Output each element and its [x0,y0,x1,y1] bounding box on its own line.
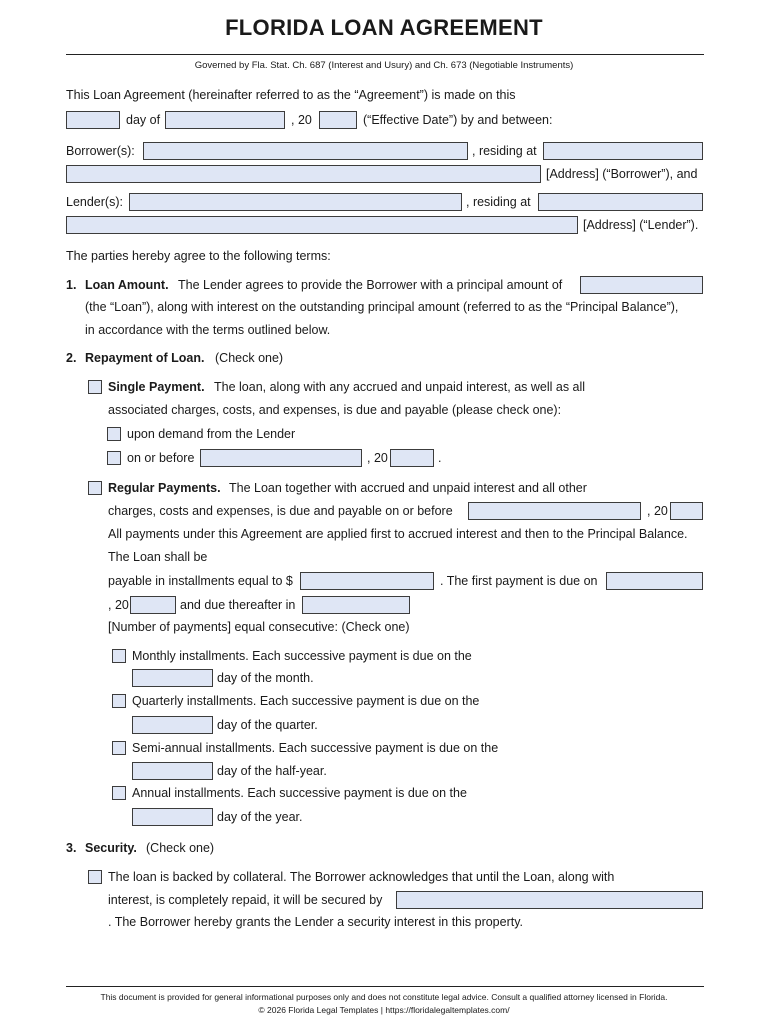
first-payment-year-field[interactable] [130,596,176,614]
installments-equal-label: payable in installments equal to $ [108,574,293,588]
regular-year-prefix: , 20 [647,504,668,518]
year-field[interactable] [319,111,357,129]
section3-number: 3. [66,841,77,855]
statute-subtitle: Governed by Fla. Stat. Ch. 687 (Interest and Usury) and Ch. 673 (Negotiable Instruments) [194,60,574,71]
single-due-date-field[interactable] [200,449,362,467]
monthly-label: Monthly installments. Each successive payment is due on the [132,649,472,663]
borrower-label: Borrower(s): [66,144,135,158]
collateral-description-field[interactable] [396,891,703,909]
principal-amount-field[interactable] [580,276,703,294]
first-payment-year-prefix: , 20 [108,598,129,612]
collateral-text-3: . The Borrower hereby grants the Lender a security interest in this property. [108,915,524,929]
annual-checkbox[interactable] [112,786,126,800]
single-due-year-field[interactable] [390,449,434,467]
annual-label: Annual installments. Each successive payment is due on the [132,786,467,800]
lender-label: Lender(s): [66,195,123,209]
semiannual-day-field[interactable] [132,762,213,780]
quarterly-day-field[interactable] [132,716,213,734]
semiannual-checkbox[interactable] [112,741,126,755]
single-payment-heading: Single Payment. [108,380,205,394]
monthly-day-field[interactable] [132,669,213,687]
installment-amount-field[interactable] [300,572,434,590]
single-payment-text-1: The loan, along with any accrued and unpaid interest, as well as all [214,380,586,394]
monthly-checkbox[interactable] [112,649,126,663]
section1-heading: Loan Amount. [85,278,169,292]
on-or-before-label: on or before [127,451,195,465]
footer-divider [66,986,704,987]
section2-check-one: (Check one) [215,351,284,365]
borrower-residing-label: , residing at [472,144,537,158]
regular-payments-text-4: The Loan shall be [108,550,208,564]
first-payment-label: . The first payment is due on [440,574,598,588]
header-divider [66,54,704,55]
page-title: FLORIDA LOAN AGREEMENT [225,15,543,40]
section1-text-2: (the “Loan”), along with interest on the outstanding principal amount (referred to as the “Principal Balance”), [85,300,679,314]
regular-payments-heading: Regular Payments. [108,481,221,495]
day-field[interactable] [66,111,120,129]
section3-check-one: (Check one) [146,841,215,855]
footer-disclaimer: This document is provided for general informational purposes only and does not constitute legal advice. Consult a qualified attorney licensed in Florida. [100,992,668,1002]
intro-text: This Loan Agreement (hereinafter referred to as the “Agreement”) is made on this [66,88,516,102]
lender-address-field-2[interactable] [66,216,578,234]
upon-demand-label: upon demand from the Lender [127,427,296,441]
regular-payments-text-1: The Loan together with accrued and unpaid interest and all other [229,481,587,495]
monthly-suffix: day of the month. [217,671,314,685]
single-year-prefix: , 20 [367,451,388,465]
single-payment-text-2: associated charges, costs, and expenses, is due and payable (please check one): [108,403,562,417]
section2-number: 2. [66,351,77,365]
footer-copyright: © 2026 Florida Legal Templates | https://floridalegaltemplates.com/ [258,1005,510,1015]
borrower-address-label: [Address] (“Borrower”), and [546,167,698,181]
regular-due-year-field[interactable] [670,502,703,520]
parties-agree-text: The parties hereby agree to the following terms: [66,249,331,263]
quarterly-label: Quarterly installments. Each successive payment is due on the [132,694,480,708]
upon-demand-checkbox[interactable] [107,427,121,441]
single-period: . [438,451,442,465]
regular-payments-text-3: All payments under this Agreement are applied first to accrued interest and then to the Principal Balance. [108,527,688,541]
lender-address-label: [Address] (“Lender”). [583,218,699,232]
lender-residing-label: , residing at [466,195,531,209]
quarterly-checkbox[interactable] [112,694,126,708]
on-or-before-checkbox[interactable] [107,451,121,465]
borrower-name-field[interactable] [143,142,468,160]
borrower-address-field-2[interactable] [66,165,541,183]
borrower-address-field-1[interactable] [543,142,703,160]
annual-day-field[interactable] [132,808,213,826]
lender-address-field-1[interactable] [538,193,703,211]
number-of-payments-label: [Number of payments] equal consecutive: (Check one) [108,620,410,634]
effective-date-label: (“Effective Date”) by and between: [363,113,553,127]
day-of-label: day of [126,113,161,127]
first-payment-date-field[interactable] [606,572,703,590]
collateral-text-2: interest, is completely repaid, it will be secured by [108,893,383,907]
annual-suffix: day of the year. [217,810,303,824]
year-prefix-label: , 20 [291,113,312,127]
single-payment-checkbox[interactable] [88,380,102,394]
section3-heading: Security. [85,841,137,855]
lender-name-field[interactable] [129,193,462,211]
collateral-checkbox[interactable] [88,870,102,884]
due-thereafter-label: and due thereafter in [180,598,296,612]
regular-due-date-field[interactable] [468,502,641,520]
number-of-payments-field[interactable] [302,596,410,614]
section2-heading: Repayment of Loan. [85,351,205,365]
section1-text-1: The Lender agrees to provide the Borrower with a principal amount of [178,278,563,292]
section1-number: 1. [66,278,77,292]
regular-payments-checkbox[interactable] [88,481,102,495]
semiannual-suffix: day of the half-year. [217,764,327,778]
section1-text-3: in accordance with the terms outlined below. [85,323,331,337]
semiannual-label: Semi-annual installments. Each successive payment is due on the [132,741,499,755]
quarterly-suffix: day of the quarter. [217,718,318,732]
collateral-text-1: The loan is backed by collateral. The Borrower acknowledges that until the Loan, along with [108,870,615,884]
month-field[interactable] [165,111,285,129]
regular-payments-text-2: charges, costs and expenses, is due and payable on or before [108,504,453,518]
